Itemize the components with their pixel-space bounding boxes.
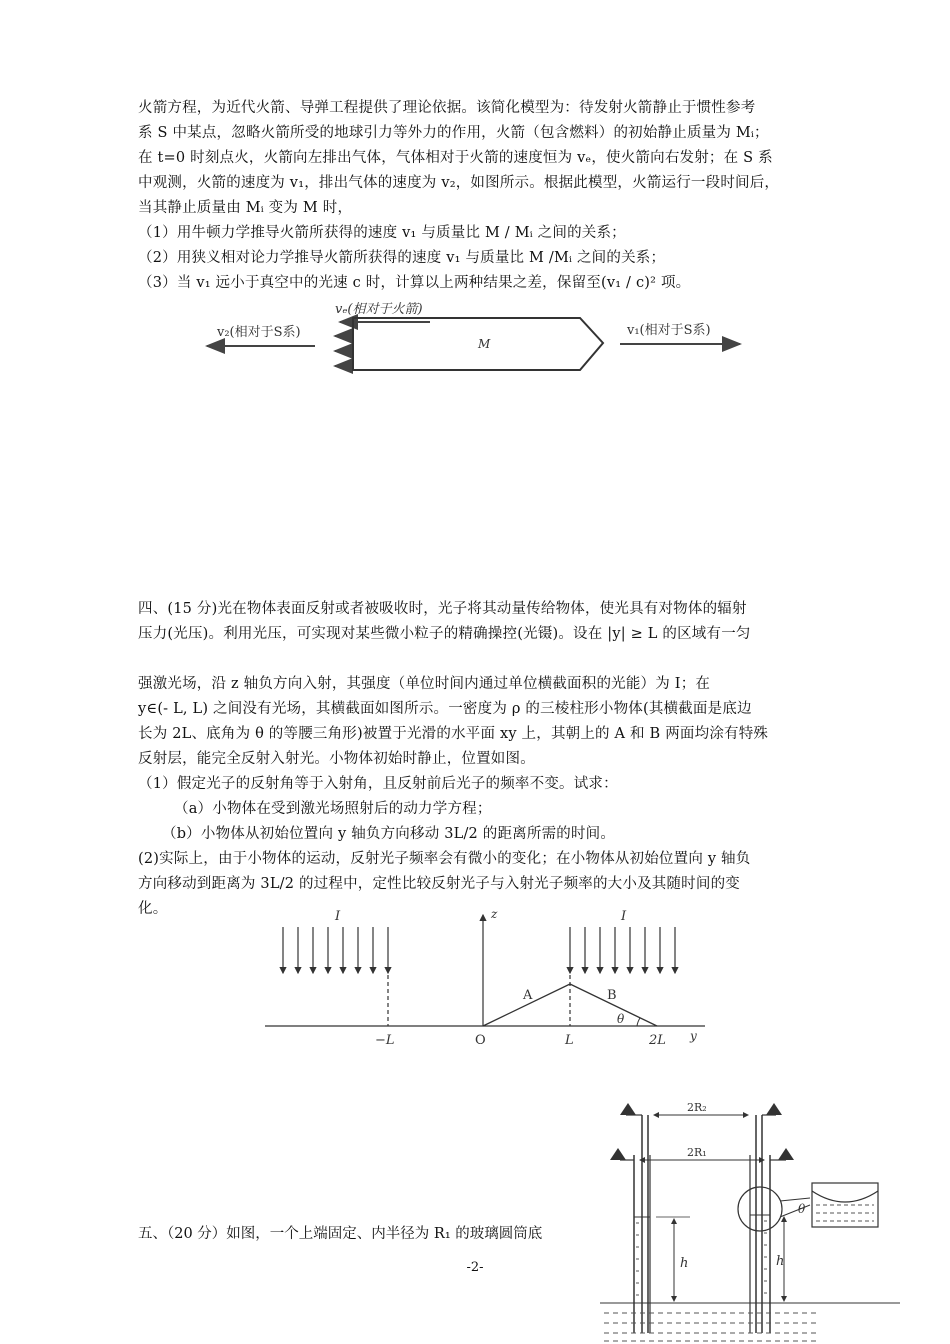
section4-line-1: 四、(15 分)光在物体表面反射或者被吸收时，光子将其动量传给物体，使光具有对物体的辐射 xyxy=(138,601,747,617)
section4-question-2-line-1: (2)实际上，由于小物体的运动，反射光子频率会有微小的变化；在小物体从初始位置向 y 轴负 xyxy=(138,851,751,867)
section4-question-1a: （a）小物体在受到激光场照射后的动力学方程； xyxy=(174,801,492,817)
support-right-top xyxy=(766,1103,782,1115)
section4-question-1: （1）假定光子的反射角等于入射角，且反射前后光子的频率不变。试求： xyxy=(138,776,618,792)
laser-field-figure xyxy=(265,905,715,1050)
two-r1-label: 2R₁ xyxy=(687,1146,707,1159)
h-right-label: h xyxy=(776,1254,785,1269)
left-light-arrows xyxy=(283,927,388,973)
section3-question-3: （3）当 v₁ 远小于真空中的光速 c 时，计算以上两种结果之差，保留至(v₁ / c)² 项。 xyxy=(138,275,691,291)
page-number: -2- xyxy=(466,1260,484,1275)
two-r2-label: 2R₂ xyxy=(687,1101,707,1114)
section3-question-2: （2）用狭义相对论力学推导火箭所获得的速度 v₁ 与质量比 M /Mᵢ 之间的关系； xyxy=(138,250,666,266)
liquid-columns xyxy=(636,1221,768,1295)
theta-arc xyxy=(637,1018,640,1026)
glass-tube-figure xyxy=(600,1095,900,1344)
section4-text xyxy=(138,597,818,647)
two-l-label: 2L xyxy=(649,1033,666,1048)
support-right-bottom xyxy=(778,1148,794,1160)
support-left-bottom xyxy=(610,1148,626,1160)
section3-line-2: 系 S 中某点，忽略火箭所受的地球引力等外力的作用，火箭（包含燃料）的初始静止质量为 Mᵢ； xyxy=(138,125,769,141)
h-left-label: h xyxy=(680,1256,689,1271)
section4-text-cont xyxy=(138,672,818,922)
support-left-top xyxy=(620,1103,636,1115)
section4-question-1b: （b）小物体从初始位置向 y 轴负方向移动 3L/2 的距离所需的时间。 xyxy=(162,826,616,842)
section3-text xyxy=(138,96,818,296)
face-a-label: A xyxy=(523,988,533,1003)
z-axis-label: z xyxy=(491,907,498,921)
right-light-arrows xyxy=(570,927,675,973)
section4-question-2-line-2: 方向移动到距离为 3L/2 的过程中，定性比较反射光子与入射光子频率的大小及其随时间的变 xyxy=(138,876,740,892)
reservoir-liquid xyxy=(604,1313,820,1341)
section3-line-5: 当其静止质量由 Mᵢ 变为 M 时， xyxy=(138,200,353,216)
mass-label: M xyxy=(478,337,491,351)
contact-angle-label: θ xyxy=(798,1202,806,1216)
neg-l-label: −L xyxy=(375,1033,395,1048)
intensity-left-label: I xyxy=(335,909,341,924)
ve-label: vₑ(相对于火箭) xyxy=(335,302,423,317)
rocket-figure xyxy=(195,296,755,386)
section3-line-1: 火箭方程，为近代火箭、导弹工程提供了理论依据。该简化模型为：待发射火箭静止于惯性参考 xyxy=(138,100,756,116)
section5-line: 五、（20 分）如图，一个上端固定、内半径为 R₁ 的玻璃圆筒底 xyxy=(138,1226,543,1242)
magnifier-circle xyxy=(738,1187,782,1231)
section3-question-1: （1）用牛顿力学推导火箭所获得的速度 v₁ 与质量比 M / Mᵢ 之间的关系； xyxy=(138,225,626,241)
v1-label: v₁(相对于S系) xyxy=(627,323,711,338)
section4-line-5: 长为 2L、底角为 θ 的等腰三角形)被置于光滑的水平面 xy 上，其朝上的 A 和 B 两面均涂有特殊 xyxy=(138,726,769,742)
section4-line-4: y∈(- L, L) 之间没有光场，其横截面如图所示。一密度为 ρ 的三棱柱形小物体(其横截面是底边 xyxy=(138,701,752,717)
section4-line-3: 强激光场，沿 z 轴负方向入射，其强度（单位时间内通过单位横截面积的光能）为 I；在 xyxy=(138,676,711,692)
section4-line-6: 反射层，能完全反射入射光。小物体初始时静止，位置如图。 xyxy=(138,751,535,767)
intensity-right-label: I xyxy=(621,909,627,924)
theta-label: θ xyxy=(617,1012,625,1026)
origin-label: O xyxy=(475,1033,486,1048)
y-axis-label: y xyxy=(690,1029,697,1043)
section3-line-3: 在 t=0 时刻点火，火箭向左排出气体，气体相对于火箭的速度恒为 vₑ，使火箭向右发射；在 S 系 xyxy=(138,150,773,166)
section3-line-4: 中观测，火箭的速度为 v₁，排出气体的速度为 v₂，如图所示。根据此模型，火箭运行一段时间后， xyxy=(138,175,780,191)
section4-line-2: 压力(光压)。利用光压，可实现对某些微小粒子的精确操控(光镊)。设在 |y| ≥ L 的区域有一匀 xyxy=(138,626,751,642)
v2-label: v₂(相对于S系) xyxy=(217,325,301,340)
face-b-label: B xyxy=(607,988,617,1003)
section4-question-2-line-3: 化。 xyxy=(138,901,168,917)
l-label: L xyxy=(565,1033,574,1048)
